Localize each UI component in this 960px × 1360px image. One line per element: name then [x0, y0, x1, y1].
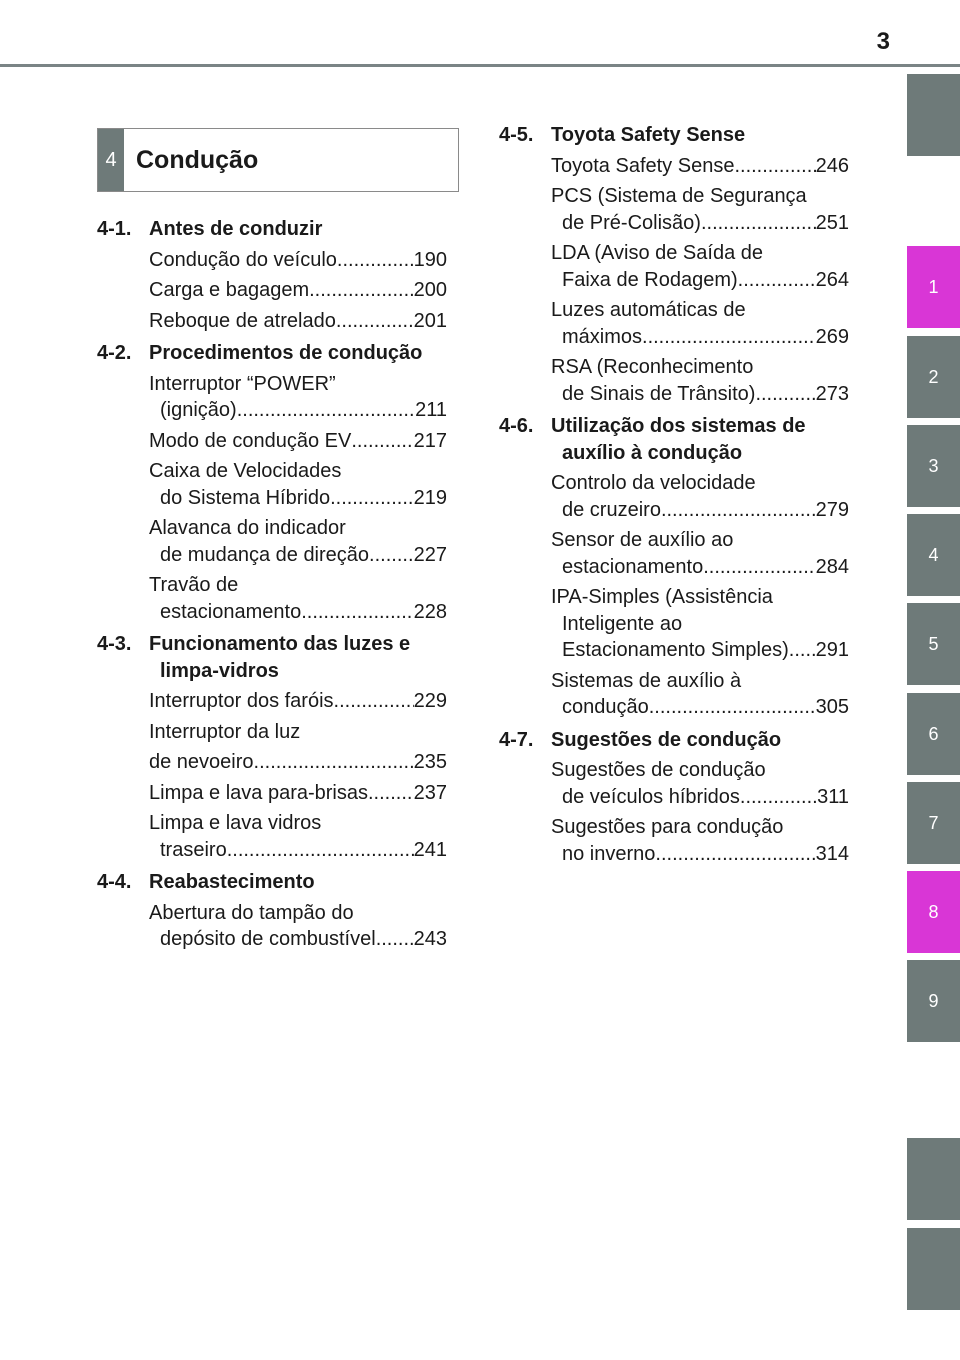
toc-entry[interactable] — [551, 153, 849, 180]
toc-entry-text: Modo de condução EV — [149, 429, 352, 452]
toc-group-number: 4-7. — [499, 728, 534, 751]
toc-entry-page: 314 — [815, 842, 849, 865]
toc-group-heading[interactable] — [499, 413, 849, 466]
chapter-tab-blank[interactable] — [907, 1138, 960, 1220]
toc-entry[interactable] — [551, 354, 849, 407]
toc-entry-text: Interruptor “POWER” — [149, 372, 336, 395]
toc-entry-text: Limpa e lava vidros — [149, 812, 322, 834]
chapter-tab-blank[interactable] — [907, 74, 960, 156]
toc-entry[interactable] — [149, 572, 447, 625]
toc-group-title-line: Procedimentos de condução — [149, 342, 423, 364]
toc-entry-text: de nevoeiro — [149, 751, 254, 773]
chapter-tab-4[interactable]: 4 — [907, 514, 960, 596]
toc-entry[interactable] — [149, 308, 447, 335]
dot-leader — [237, 397, 415, 424]
toc-entry-text: Interruptor dos faróis — [149, 690, 334, 712]
toc-entry[interactable] — [149, 810, 447, 863]
toc-entry-text: IPA-Simples (Assistência — [551, 586, 773, 608]
toc-entry-text: Travão de — [149, 574, 239, 596]
toc-group — [97, 869, 447, 953]
toc-entry-page: 279 — [815, 498, 849, 521]
toc-entry[interactable] — [149, 371, 447, 424]
toc-entry-text: do Sistema Híbrido — [160, 486, 331, 509]
dot-leader — [701, 210, 816, 237]
toc-group-heading[interactable] — [97, 340, 447, 367]
toc-group — [97, 631, 447, 863]
toc-entry[interactable] — [149, 719, 447, 746]
toc-entry-page: 311 — [817, 785, 849, 808]
chapter-tab-5[interactable]: 5 — [907, 603, 960, 685]
toc-entry[interactable] — [551, 183, 849, 236]
toc-entry-text: Inteligente ao — [562, 612, 683, 635]
toc-entry-text: estacionamento — [160, 600, 302, 623]
toc-entry-text: Controlo da velocidade — [551, 472, 756, 494]
dot-leader — [351, 428, 413, 455]
toc-entry[interactable] — [149, 780, 447, 807]
toc-entry[interactable] — [551, 668, 849, 721]
toc-entry-text: RSA (Reconhecimento — [551, 356, 754, 378]
chapter-tab-8[interactable]: 8 — [907, 871, 960, 953]
toc-entry-text: (ignição) — [160, 399, 237, 421]
toc-group-title-line: Toyota Safety Sense — [551, 124, 746, 146]
toc-entry-page: 305 — [815, 696, 849, 718]
toc-entry-page: 200 — [413, 279, 447, 301]
toc-entry[interactable] — [149, 247, 447, 274]
toc-group-title — [149, 340, 447, 367]
toc-entry[interactable] — [551, 584, 849, 664]
toc-entry-text: Sugestões de condução — [551, 759, 766, 781]
toc-entry-page: 217 — [413, 429, 447, 452]
toc-group-title-line: Reabastecimento — [149, 871, 315, 893]
toc-entry-page: 228 — [413, 600, 447, 623]
dot-leader — [337, 247, 414, 274]
toc-entry-text: estacionamento — [562, 555, 704, 578]
toc-entry-text: de Pré-Colisão) — [562, 211, 701, 234]
toc-entry-page: 237 — [413, 781, 447, 804]
dot-leader — [740, 784, 817, 811]
dot-leader — [655, 841, 815, 868]
chapter-tab-blank[interactable] — [907, 1228, 960, 1310]
toc-entry-text: de Sinais de Trânsito) — [562, 382, 756, 405]
dot-leader — [336, 308, 414, 335]
toc-entry-page: 273 — [815, 382, 849, 405]
toc-entry[interactable] — [551, 470, 849, 523]
toc-column-left — [97, 216, 447, 959]
toc-group-title-line: Antes de conduzir — [149, 218, 323, 240]
toc-group-title — [551, 727, 849, 754]
toc-entry[interactable] — [149, 277, 447, 304]
chapter-tab-2[interactable]: 2 — [907, 336, 960, 418]
chapter-tab-1[interactable]: 1 — [907, 246, 960, 328]
dot-leader — [734, 153, 815, 180]
toc-entry-text: Estacionamento Simples) — [562, 639, 789, 661]
chapter-tab-6[interactable]: 6 — [907, 693, 960, 775]
toc-group-title — [551, 413, 849, 466]
toc-entry[interactable] — [149, 900, 447, 953]
toc-group-heading[interactable] — [97, 631, 447, 684]
dot-leader — [369, 542, 414, 569]
toc-entry-page: 291 — [815, 639, 849, 661]
toc-entry-page: 284 — [815, 555, 849, 578]
toc-entry[interactable] — [149, 688, 447, 715]
toc-entry[interactable] — [551, 297, 849, 350]
toc-entry-text: Caixa de Velocidades — [149, 460, 342, 482]
toc-entry-text: traseiro — [160, 838, 227, 861]
toc-entry-text: Limpa e lava para-brisas — [149, 781, 368, 804]
toc-entry[interactable] — [149, 428, 447, 455]
toc-entry-text: LDA (Aviso de Saída de — [551, 242, 763, 264]
toc-group-title-line: limpa-vidros — [160, 659, 279, 682]
toc-entry-text: de veículos híbridos — [562, 785, 740, 808]
dot-leader — [227, 837, 414, 864]
toc-entry-text: Carga e bagagem — [149, 279, 310, 301]
toc-entry-text: Condução do veículo — [149, 248, 337, 271]
dot-leader — [789, 637, 816, 664]
dot-leader — [254, 749, 414, 776]
toc-entry-text: Luzes automáticas de — [551, 299, 746, 321]
toc-entry-page: 219 — [413, 486, 447, 509]
toc-entry-page: 201 — [413, 309, 447, 332]
toc-group-title-line: auxílio à condução — [562, 441, 743, 464]
section-number: 4 — [98, 129, 124, 191]
dot-leader — [330, 485, 414, 512]
toc-entry-page: 190 — [413, 248, 447, 271]
dot-leader — [376, 926, 414, 953]
toc-entry[interactable] — [149, 515, 447, 568]
toc-group — [499, 413, 849, 721]
toc-entry-page: 241 — [413, 838, 447, 861]
toc-entry[interactable] — [149, 458, 447, 511]
toc-entry-text: Sensor de auxílio ao — [551, 529, 734, 551]
toc-group-title-line: Utilização dos sistemas de — [551, 415, 806, 437]
toc-group-number: 4-2. — [97, 342, 132, 364]
section-title: Condução — [136, 145, 259, 174]
toc-group-title — [149, 216, 447, 243]
toc-group-heading[interactable] — [97, 869, 447, 896]
toc-group-title-line: Sugestões de condução — [551, 728, 782, 751]
toc-entry-text: Alavanca do indicador — [149, 517, 346, 539]
toc-entry-text: de cruzeiro — [562, 498, 661, 521]
toc-group — [97, 216, 447, 334]
toc-entry-page: 227 — [413, 543, 447, 566]
toc-entry-text: PCS (Sistema de Segurança — [551, 185, 807, 207]
chapter-tab-7[interactable]: 7 — [907, 782, 960, 864]
toc-entry-page: 243 — [413, 928, 447, 950]
toc-entry-text: depósito de combustível — [160, 928, 376, 950]
toc-entry-text: Sistemas de auxílio à — [551, 669, 742, 692]
toc-group-title-line: Funcionamento das luzes e — [149, 633, 411, 655]
toc-entry-page: 246 — [815, 154, 849, 177]
toc-entry[interactable] — [551, 757, 849, 810]
toc-entry-page: 235 — [413, 751, 447, 773]
toc-group-number: 4-6. — [499, 415, 534, 437]
toc-group — [499, 727, 849, 868]
toc-entry-text: no inverno — [562, 842, 656, 865]
dot-leader — [309, 277, 414, 304]
dot-leader — [703, 554, 815, 581]
dot-leader — [738, 267, 816, 294]
toc-group-heading[interactable] — [97, 216, 447, 243]
dot-leader — [755, 381, 815, 408]
toc-entry-text: Faixa de Rodagem) — [562, 268, 738, 291]
toc-group-title — [149, 631, 447, 684]
page-number: 3 — [876, 28, 890, 55]
toc-entry-page: 251 — [815, 211, 849, 234]
dot-leader — [368, 780, 414, 807]
toc-entry-text: Reboque de atrelado — [149, 309, 336, 332]
toc-group-number: 4-1. — [97, 218, 132, 240]
toc-entry-text: máximos — [562, 325, 643, 348]
toc-entry-page: 229 — [413, 690, 447, 712]
dot-leader — [334, 688, 414, 715]
toc-group-heading[interactable] — [499, 727, 849, 754]
toc-group — [499, 122, 849, 407]
toc-entry[interactable] — [551, 527, 849, 580]
toc-entry[interactable] — [149, 749, 447, 776]
toc-group-title — [551, 122, 849, 149]
section-header — [97, 128, 459, 192]
toc-group-number: 4-4. — [97, 871, 132, 893]
toc-column-right — [499, 122, 849, 873]
dot-leader — [661, 497, 816, 524]
chapter-tab-3[interactable]: 3 — [907, 425, 960, 507]
dot-leader — [642, 324, 816, 351]
toc-group-heading[interactable] — [499, 122, 849, 149]
toc-entry-page: 211 — [415, 399, 447, 421]
toc-entry[interactable] — [551, 240, 849, 293]
toc-entry-text: Abertura do tampão do — [149, 901, 354, 924]
toc-entry-text: Toyota Safety Sense — [551, 154, 735, 177]
chapter-tab-9[interactable]: 9 — [907, 960, 960, 1042]
dot-leader — [301, 599, 413, 626]
toc-entry-text: Interruptor da luz — [149, 720, 301, 743]
toc-entry-page: 264 — [815, 268, 849, 291]
toc-entry-text: de mudança de direção — [160, 543, 370, 566]
toc-entry-text: Sugestões para condução — [551, 816, 784, 838]
top-divider — [0, 64, 960, 67]
toc-entry-text: condução — [562, 696, 649, 718]
toc-group-number: 4-3. — [97, 633, 132, 655]
toc-entry-page: 269 — [815, 325, 849, 348]
toc-group-title — [149, 869, 447, 896]
toc-entry[interactable] — [551, 814, 849, 867]
dot-leader — [649, 694, 816, 721]
toc-group-number: 4-5. — [499, 124, 534, 146]
toc-group — [97, 340, 447, 625]
